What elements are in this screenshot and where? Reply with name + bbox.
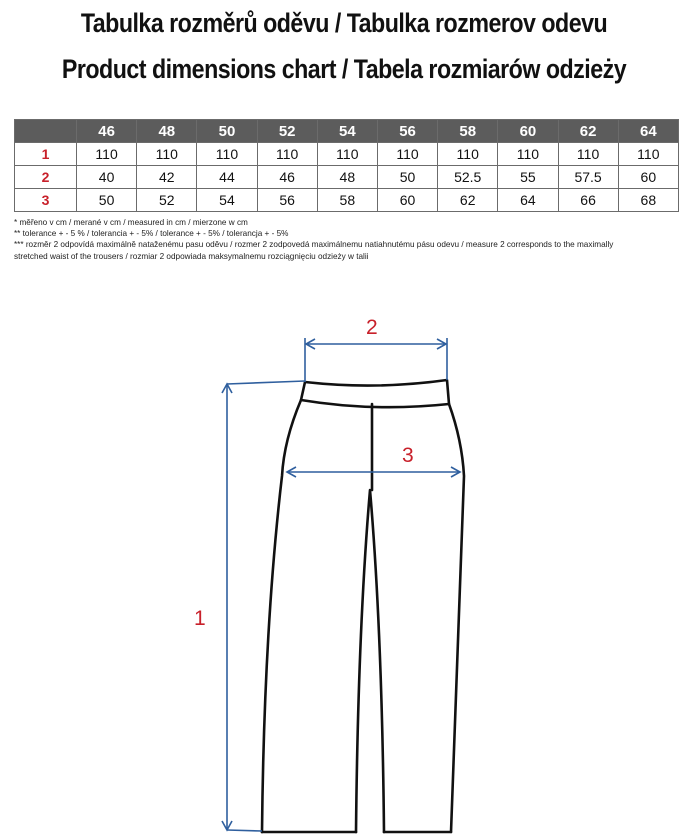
trousers-diagram [0,300,688,840]
table-cell: 110 [77,143,137,166]
left-leg-outer [262,400,301,832]
footnotes [14,217,682,262]
table-cell: 110 [438,143,498,166]
table-cell: 110 [317,143,377,166]
size-header: 52 [257,120,317,143]
right-leg-outer [449,404,464,832]
table-row [15,189,679,212]
table-cell: 48 [317,166,377,189]
table-cell: 50 [377,166,437,189]
table-cell: 62 [438,189,498,212]
table-cell: 42 [137,166,197,189]
hip-label: 3 [402,444,414,467]
note-measure-2-cont: stretched waist of the trousers / rozmiar 2 odpowiada maksymalnemu rozciągnięciu odzieży w talii [14,251,369,261]
table-header-row [15,120,679,143]
table-cell: 110 [377,143,437,166]
size-header: 62 [558,120,618,143]
table-cell: 57.5 [558,166,618,189]
table-cell: 110 [257,143,317,166]
table-cell: 55 [498,166,558,189]
table-cell: 110 [137,143,197,166]
size-header: 60 [498,120,558,143]
table-corner-cell [15,120,77,143]
table-cell: 68 [618,189,678,212]
table-cell: 110 [498,143,558,166]
size-header: 56 [377,120,437,143]
table-cell: 44 [197,166,257,189]
size-table [14,119,679,212]
table-cell: 110 [618,143,678,166]
table-cell: 58 [317,189,377,212]
table-cell: 54 [197,189,257,212]
size-header: 64 [618,120,678,143]
table-cell: 52.5 [438,166,498,189]
waistband-shape [301,380,449,407]
trousers-outline-icon [262,380,464,832]
size-header: 48 [137,120,197,143]
note-tolerance: ** tolerance + - 5 % / tolerancia + - 5% / tolerance + - 5% / tolerancja + - 5% [14,229,289,239]
table-cell: 64 [498,189,558,212]
table-cell: 56 [257,189,317,212]
table-cell: 66 [558,189,618,212]
title-english-polish: Product dimensions chart / Tabela rozmiarów odzieży [61,54,627,84]
note-measured-in-cm: * měřeno v cm / merané v cm / measured in cm / mierzone w cm [14,218,248,227]
table-cell: 46 [257,166,317,189]
table-row [15,143,679,166]
size-header: 46 [77,120,137,143]
table-cell: 60 [618,166,678,189]
note-measure-2: *** rozměr 2 odpovídá maximálně nataženému pasu oděvu / rozmer 2 zodpovedá maximálnemu natiahnutému pásu odevu / measure 2 corresponds to the maximally [14,240,614,250]
table-cell: 110 [197,143,257,166]
waist-measure [305,338,447,382]
inseam [356,490,384,832]
row-label: 1 [15,143,77,166]
table-cell: 52 [137,189,197,212]
row-label: 2 [15,166,77,189]
table-cell: 40 [77,166,137,189]
table-cell: 50 [77,189,137,212]
table-cell: 60 [377,189,437,212]
size-header: 54 [317,120,377,143]
title-czech-slovak: Tabulka rozměrů oděvu / Tabulka rozmerov odevu [80,8,608,38]
size-header: 50 [197,120,257,143]
hip-measure [287,467,460,477]
table-row [15,166,679,189]
size-header: 58 [438,120,498,143]
length-label: 1 [194,607,206,630]
table-cell: 110 [558,143,618,166]
waist-label: 2 [366,316,378,339]
row-label: 3 [15,189,77,212]
